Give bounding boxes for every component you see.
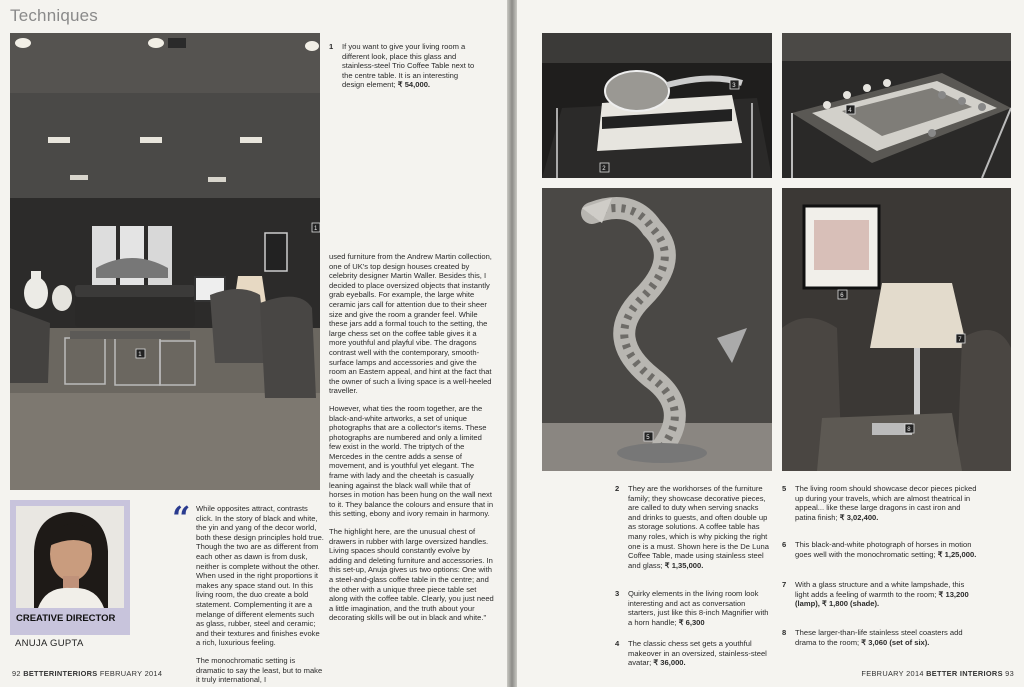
caption-7-text: With a glass structure and a white lampshade, this light adds a feeling of warmth to the room;: [795, 580, 965, 599]
caption-1-price: ₹ 54,000.: [397, 80, 431, 90]
magnifier-photo: [542, 33, 772, 178]
caption-3: [615, 589, 773, 627]
caption-1: [329, 42, 477, 90]
caption-1-text: If you want to give your living room a different look, place this glass and stainless-steel Trio Coffee Table next to the centre table. It is an interesting design element;: [342, 42, 475, 90]
caption-7: [782, 580, 977, 609]
caption-5: [782, 484, 977, 522]
photo-marker-5: 5: [646, 435, 650, 441]
dragon-photo: [542, 188, 772, 471]
right-issue: FEBRUARY 2014: [861, 669, 924, 678]
caption-4-text: The classic chess set gets a youthful makeover in an oversized, stainless-steel avatar;: [628, 639, 767, 668]
designer-portrait: [16, 506, 124, 608]
left-page-number: 92: [12, 669, 21, 678]
pull-quote: [196, 504, 324, 687]
left-page: [0, 0, 507, 687]
caption-3-number: 3: [615, 589, 620, 598]
caption-4: [615, 639, 773, 668]
quote-paragraph-2: The monochromatic setting is dramatic to say the least, but to make it truly international, I: [196, 655, 323, 685]
photo-marker-2: 2: [602, 166, 606, 172]
left-footer: [12, 669, 162, 678]
caption-2-text: They are the workhorses of the furniture family; they showcase decorative pieces, are called to duty when serving snacks and drinks to guests, and often double up as storage solutions. A coffee table has many roles, which is why picking the right one is a must. Shown here is the De Luna Coffee Table, made using stainless steel and glass;: [628, 484, 769, 570]
article-column: [329, 252, 494, 631]
caption-8-text: These larger-than-life stainless steel coasters add drama to the room;: [795, 628, 963, 647]
caption-8-price: ₹ 3,060 (set of six).: [861, 637, 930, 647]
section-label: Techniques: [10, 6, 99, 25]
lamp-photo: [782, 188, 1011, 471]
chess-photo: [782, 33, 1011, 178]
caption-1-number: 1: [329, 42, 334, 51]
caption-8: [782, 628, 977, 647]
profile-role: CREATIVE DIRECTOR: [16, 613, 116, 624]
photo-marker-4: 4: [848, 108, 852, 114]
caption-6-price: ₹ 1,25,000.: [937, 549, 977, 559]
photo-marker-8: 8: [907, 427, 911, 433]
caption-5-number: 5: [782, 484, 787, 493]
caption-3-text: Quirky elements in the living room look interesting and act as conversation starters, just like this 8-inch Magnifier with a horn handle;: [628, 589, 769, 627]
caption-4-number: 4: [615, 639, 620, 648]
caption-8-number: 8: [782, 628, 787, 637]
right-brand: BETTER INTERIORS: [926, 669, 1003, 678]
caption-5-price: ₹ 3,02,400.: [839, 512, 879, 522]
left-brand: BETTERINTERIORS: [23, 669, 98, 678]
caption-2: [615, 484, 773, 570]
caption-7-price: ₹ 13,200 (lamp), ₹ 1,800 (shade).: [795, 589, 969, 609]
photo-marker-7: 7: [958, 337, 962, 343]
article-paragraph-1: used furniture from the Andrew Martin collection, one of UK's top design houses created by celebrity designer Martin Waller. Besides this, I decided to place oversized objects that instantly grab eyeballs. For example, the large white ceramic jars call for attention due to their sheer size and give the room a grander feel. While these jars add a formal touch to the setting, the large chess set on the coffee table gives it a more youthful and playful vibe. The dragons contrast well with the contemporary, smooth-surface lamps and accessories and give the room an Eastern appeal, and hint at the fact that the owner of such a living space is a well-heeled traveller.: [329, 252, 492, 396]
caption-5-text: The living room should showcase decor pieces picked up during your travels, which are almost theatrical in appeal... like these large dragons in cast iron and patina finish;: [795, 484, 977, 522]
left-issue: FEBRUARY 2014: [99, 669, 163, 678]
caption-2-number: 2: [615, 484, 620, 493]
photo-marker-1: 1: [138, 352, 142, 358]
photo-marker-6: 6: [840, 293, 844, 299]
right-page: [517, 0, 1024, 687]
right-footer: [861, 669, 1014, 678]
caption-2-price: ₹ 1,35,000.: [664, 560, 704, 570]
page-gutter: [507, 0, 517, 687]
caption-6-text: This black-and-white photograph of horses in motion goes well with the monochromatic setting;: [795, 540, 972, 559]
article-paragraph-3: The highlight here, are the unusual chest of drawers in rubber with large oversized handles. Living spaces should constantly evolve by adding and deleting furniture and accessories. In this set-up, Anuja gives us two options: One with a steel-and-glass coffee table in the centre; and the other with a unique three piece table set along with the coffee table. Clearly, you just need a little imagination, and the truth about your decorating skills will be out in black and white.": [329, 527, 494, 623]
photo-marker-3: 3: [732, 83, 736, 89]
caption-6-number: 6: [782, 540, 787, 549]
quote-mark: “: [172, 499, 191, 537]
right-page-number: 93: [1005, 669, 1014, 678]
caption-7-number: 7: [782, 580, 787, 589]
quote-paragraph-1: While opposites attract, contrasts click. In the story of black and white, the yin and yang of the decor world, both these design principles hold true. Though the two are as different from each other as dawn is from dusk, neither is complete without the other. When used in the right proportions it makes any space stand out. In this living room, the duo create a bold statement. Complementing it are a melange of different elements such as glass, rubber, steel and ceramic; and their textures and finishes evoke a rich, luxurious feeling.: [196, 504, 324, 648]
caption-6: [782, 540, 977, 559]
profile-box: [10, 500, 130, 635]
caption-4-price: ₹ 36,000.: [653, 658, 686, 668]
caption-3-price: ₹ 6,300: [678, 617, 705, 627]
living-room-photo: [10, 33, 320, 490]
profile-name: ANUJA GUPTA: [15, 638, 84, 649]
article-paragraph-2: However, what ties the room together, are the black-and-white artworks, a set of unique photographs that are a collector's items. These photographs are numbered and only a limited few exist in the world. The triptych of the Mercedes in the centre adds a sense of movement, and is youthful yet elegant. The frame with lady and the cheetah is casually leaning against the black wall while that of horses in motion has been hung on the wall next to it. They balance the colours and ensure that in this setting, ebony and ivory remain in harmony.: [329, 403, 494, 519]
photo-marker-1b: 1: [314, 226, 318, 232]
